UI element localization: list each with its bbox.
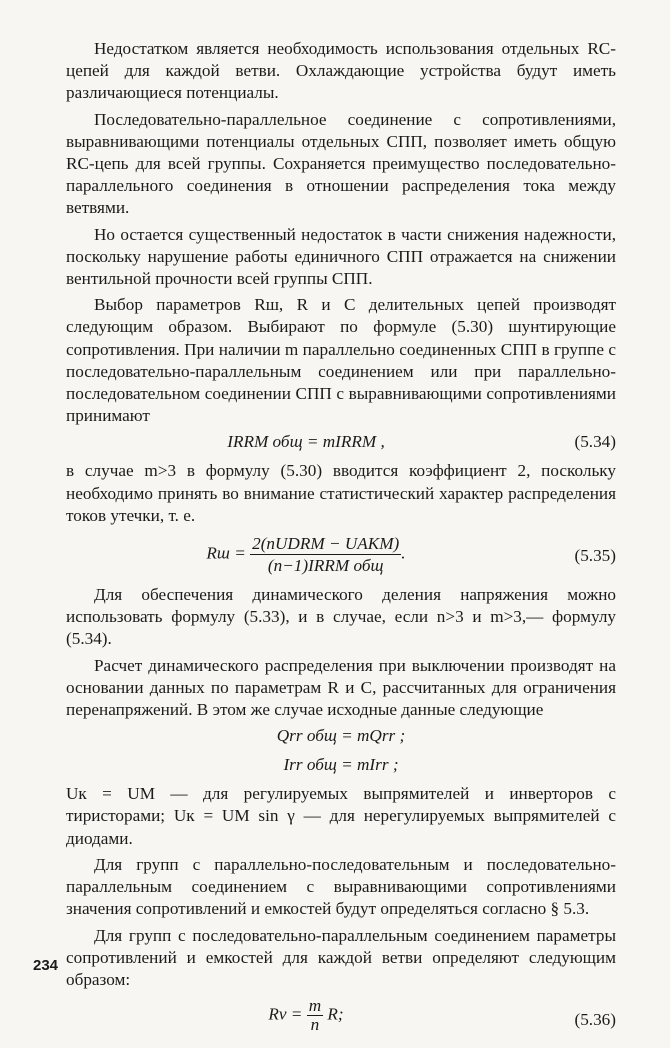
- paragraph-10: Для групп с последовательно-параллельным соединением параметры сопротивлений и емкостей для каждой ветви определяют следующим образом:: [66, 925, 616, 989]
- equation-5-35-lhs: Rш =: [206, 543, 246, 563]
- equation-5-36-lhs: Rv =: [268, 1004, 303, 1024]
- paragraph-2: Последовательно-параллельное соединение с сопротивлениями, выравнивающими потенциалы отдельных СПП, позволяет иметь общую RC-цепь для всей группы. Сохраняется преимущество последовательно-параллельного соединения в отношении распределения тока между ветвями.: [66, 109, 616, 218]
- equation-5-36-tail: R;: [327, 1004, 344, 1024]
- equation-5-36-denominator: n: [310, 1015, 320, 1035]
- equation-qrr: [66, 725, 616, 751]
- page-number: 234: [33, 957, 59, 974]
- paragraph-8: Uк = UM — для регулируемых выпрямителей и инверторов с тиристорами; Uк = UM sin γ — для нерегулируемых выпрямителей с диодами.: [66, 784, 616, 848]
- paragraph-9: Для групп с параллельно-последовательным и последовательно-параллельным соединением с выравнивающими сопротивлениями значения сопротивлений и емкостей будут определяться согласно § 5.3.: [66, 854, 616, 919]
- equation-5-34: [66, 431, 616, 457]
- equation-5-35-fraction: [250, 533, 401, 576]
- equation-5-34-number: (5.34): [574, 432, 616, 452]
- paragraph-7: Расчет динамического распределения при выключении производят на основании данных по параметрам R и C, рассчитанных для ограничения перенапряжений. В этом же случае исходные данные следующие: [66, 655, 616, 720]
- equation-irr: [66, 754, 616, 780]
- body-text: [66, 38, 616, 1048]
- equation-5-34-formula: IRRM общ = mIRRM ,: [227, 432, 385, 452]
- equation-5-35-denominator: (n−1)IRRM общ: [267, 556, 384, 576]
- equation-5-36-number: (5.36): [574, 1010, 616, 1030]
- paragraph-5: в случае m>3 в формулу (5.30) вводится коэффициент 2, поскольку необходимо принять во внимание статистический характер распределения токов утечки, т. е.: [66, 461, 616, 525]
- equation-5-35-formula: [66, 533, 546, 576]
- equation-5-35-numerator: 2(nUDRM − UAKM): [252, 534, 400, 554]
- equation-5-35-tail: .: [401, 543, 406, 563]
- paragraph-3: Но остается существенный недостаток в части снижения надежности, поскольку нарушение работы единичного СПП отражается на снижении вентильной прочности всей группы СПП.: [66, 224, 616, 289]
- paragraph-1: Недостатком является необходимость использования отдельных RC-цепей для каждой ветви. Охлаждающие устройства будут иметь различающиеся потенциалы.: [66, 39, 616, 103]
- equation-5-36-formula: [66, 997, 546, 1034]
- equation-irr-formula: Irr общ = mIrr ;: [283, 755, 399, 775]
- equation-5-35: [66, 531, 616, 581]
- paragraph-4: Выбор параметров Rш, R и C делительных цепей производят следующим образом. Выбирают по формуле (5.30) шунтирующие сопротивления. При наличии m параллельно соединенных СПП в группе с последовательно-параллельным соединением или при параллельно-последовательном соединении СПП с выравнивающими сопротивлениями принимают: [66, 295, 616, 426]
- equation-5-35-number: (5.35): [574, 546, 616, 566]
- paragraph-6: Для обеспечения динамического деления напряжения можно использовать формулу (5.33), и в случае, если n>3 и m>3,— формулу (5.34).: [66, 585, 616, 649]
- equation-5-36: [66, 995, 616, 1045]
- equation-5-36-numerator: m: [308, 996, 322, 1016]
- equation-qrr-formula: Qrr общ = mQrr ;: [276, 726, 406, 746]
- equation-5-36-fraction: [307, 997, 323, 1034]
